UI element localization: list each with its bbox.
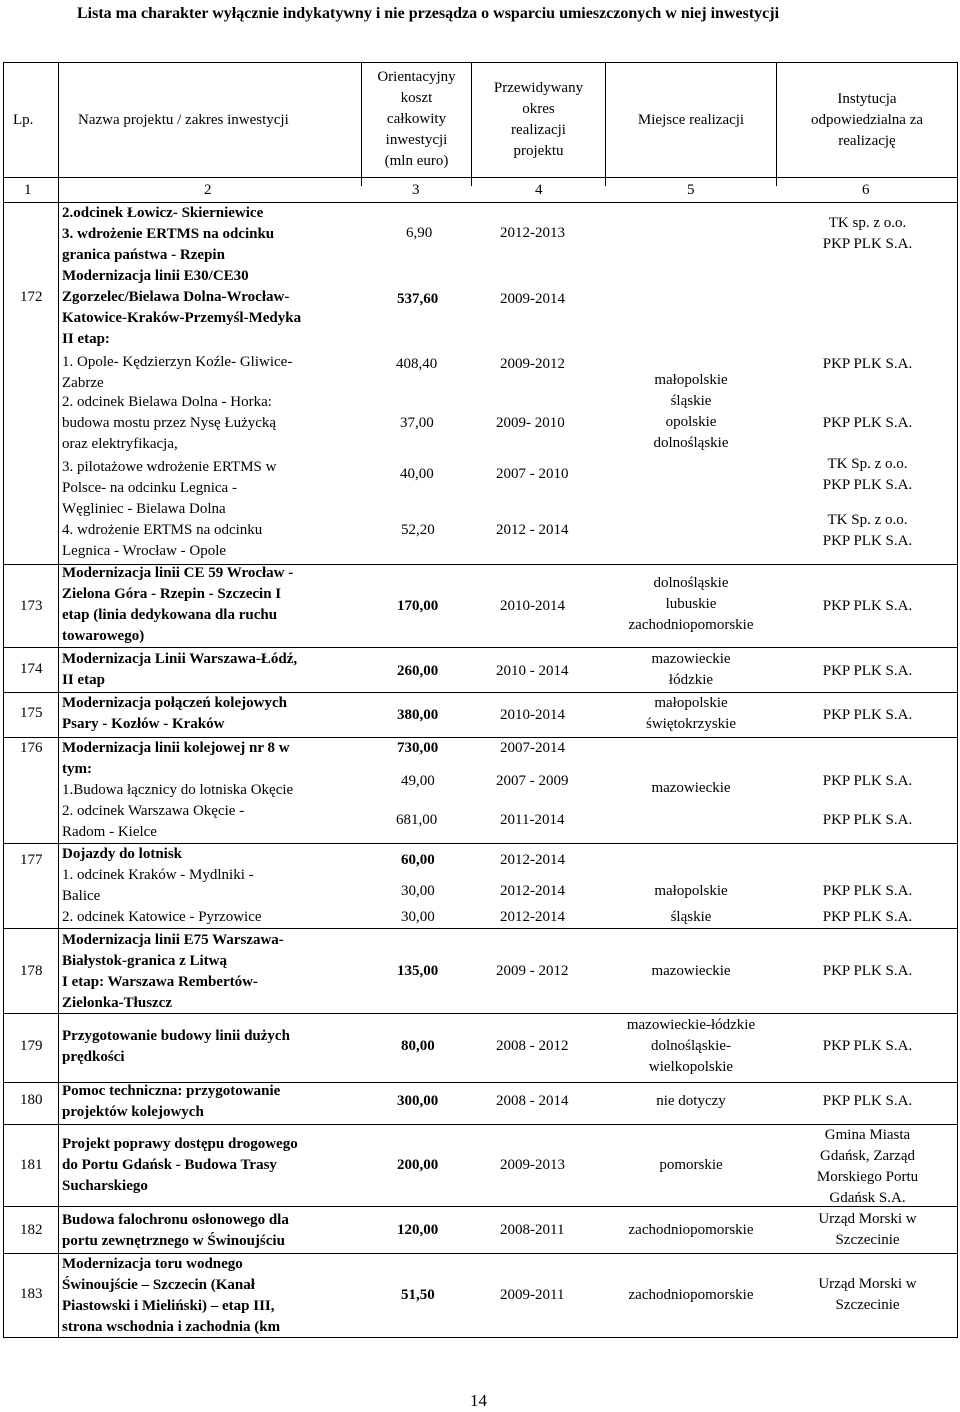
header-period: Przewidywany okres realizacji projektu (493, 80, 584, 159)
period-value: 2012-2014 (500, 883, 565, 899)
institution-value: TK Sp. z o.o. PKP PLK S.A. (822, 512, 913, 549)
project-name: Budowa falochronu osłonowego dla portu zewnętrznego w Świnoujściu (62, 1212, 289, 1249)
cost-value: 170,00 (397, 598, 439, 614)
place-value: mazowieckie-łódzkie dolnośląskie- wielkopolskie (626, 1017, 756, 1075)
institution-value: TK Sp. z o.o. PKP PLK S.A. (822, 456, 913, 493)
cost-value: 300,00 (397, 1093, 439, 1109)
project-name: 1.Budowa łącznicy do lotniska Okęcie (62, 782, 294, 798)
period-value: 2012-2014 (500, 909, 565, 925)
cost-value: 49,00 (401, 773, 435, 789)
period-value: 2010-2014 (500, 598, 565, 614)
row-lp: 175 (20, 705, 43, 721)
institution-value: PKP PLK S.A. (822, 415, 913, 431)
place-value: małopolskie (654, 883, 728, 899)
period-value: 2012-2014 (500, 852, 565, 868)
place-value: śląskie (670, 909, 712, 925)
row-lp: 179 (20, 1038, 43, 1054)
period-value: 2012 - 2014 (496, 522, 569, 538)
period-value: 2008 - 2014 (496, 1093, 569, 1109)
cost-value: 408,40 (396, 356, 438, 372)
place-value: nie dotyczy (656, 1093, 726, 1109)
project-name: Modernizacja połączeń kolejowych Psary - Kozłów - Kraków (62, 695, 287, 732)
project-name: Projekt poprawy dostępu drogowego do Portu Gdańsk - Budowa Trasy Sucharskiego (62, 1136, 298, 1194)
period-value: 2011-2014 (500, 812, 565, 828)
header-institution: Instytucja odpowiedzialna za realizację (810, 91, 924, 149)
cost-value: 120,00 (397, 1222, 439, 1238)
row-lp: 178 (20, 963, 43, 979)
page-number: 14 (470, 1391, 487, 1410)
row-lp: 174 (20, 661, 43, 677)
institution-value: PKP PLK S.A. (822, 909, 913, 925)
project-name: 1. odcinek Kraków - Mydlniki - Balice (62, 867, 254, 904)
place-value: mazowieckie (651, 963, 731, 979)
cost-value: 51,50 (401, 1287, 435, 1303)
period-value: 2010-2014 (500, 707, 565, 723)
project-name: Modernizacja linii kolejowej nr 8 w tym: (62, 740, 290, 777)
header-place: Miejsce realizacji (637, 112, 745, 128)
institution-value: Gmina Miasta Gdańsk, Zarząd Morskiego Portu Gdańsk S.A. (816, 1127, 919, 1206)
project-name: 2. odcinek Warszawa Okęcie - Radom - Kielce (62, 803, 245, 840)
cost-value: 537,60 (397, 291, 439, 307)
cost-value: 135,00 (397, 963, 439, 979)
period-value: 2009- 2010 (496, 415, 565, 431)
period-value: 2009-2013 (500, 1157, 565, 1173)
project-name: Modernizacja linii E30/CE30 Zgorzelec/Bielawa Dolna-Wrocław- Katowice-Kraków-Przemyśl-Medyka II etap: (62, 268, 302, 347)
cost-value: 380,00 (397, 707, 439, 723)
project-name: Pomoc techniczna: przygotowanie projektów kolejowych (62, 1083, 281, 1120)
row-lp: 181 (20, 1157, 43, 1173)
place-value: małopolskie śląskie opolskie dolnośląskie (653, 372, 729, 451)
place-value: mazowieckie łódzkie (651, 651, 731, 688)
project-name: 2. odcinek Bielawa Dolna - Horka: budowa mostu przez Nysę Łużycką oraz elektryfikacja, (62, 394, 277, 452)
institution-value: TK sp. z o.o. PKP PLK S.A. (822, 215, 913, 252)
institution-value: PKP PLK S.A. (822, 663, 913, 679)
cost-value: 60,00 (401, 852, 435, 868)
institution-value: PKP PLK S.A. (822, 356, 913, 372)
institution-value: Urząd Morski w Szczecinie (818, 1276, 917, 1313)
row-lp: 177 (20, 852, 43, 868)
project-name: 4. wdrożenie ERTMS na odcinku Legnica - Wrocław - Opole (62, 522, 263, 559)
place-value: mazowieckie (651, 780, 731, 796)
row-lp: 176 (20, 740, 43, 756)
page-title: Lista ma charakter wyłącznie indykatywny i nie przesądza o wsparciu umieszczonych w niej inwestycji (77, 5, 780, 22)
cost-value: 30,00 (401, 909, 435, 925)
project-name: 1. Opole- Kędzierzyn Koźle- Gliwice- Zabrze (62, 354, 293, 391)
cost-value: 30,00 (401, 883, 435, 899)
cost-value: 6,90 (406, 225, 433, 241)
project-name: Modernizacja linii CE 59 Wrocław - Zielona Góra - Rzepin - Szczecin I etap (linia dedykowana dla ruchu towarowego) (62, 565, 294, 644)
project-name: 3. pilotażowe wdrożenie ERTMS w Polsce- na odcinku Legnica - Węgliniec - Bielawa Dolna (62, 459, 277, 517)
cost-value: 52,20 (401, 522, 435, 538)
cost-value: 260,00 (397, 663, 439, 679)
institution-value: PKP PLK S.A. (822, 598, 913, 614)
header-lp: Lp. (13, 112, 34, 128)
place-value: pomorskie (659, 1157, 723, 1173)
period-value: 2012-2013 (500, 225, 565, 241)
row-lp: 173 (20, 598, 43, 614)
place-value: zachodniopomorskie (628, 1222, 754, 1238)
period-value: 2007-2014 (500, 740, 565, 756)
cost-value: 200,00 (397, 1157, 439, 1173)
period-value: 2009-2012 (500, 356, 565, 372)
cost-value: 681,00 (396, 812, 438, 828)
project-name: Przygotowanie budowy linii dużych prędkości (62, 1028, 290, 1065)
period-value: 2009-2014 (500, 291, 565, 307)
institution-value: PKP PLK S.A. (822, 707, 913, 723)
place-value: małopolskie świętokrzyskie (646, 695, 736, 732)
institution-value: PKP PLK S.A. (822, 1038, 913, 1054)
period-value: 2008 - 2012 (496, 1038, 569, 1054)
institution-value: PKP PLK S.A. (822, 883, 913, 899)
cost-value: 40,00 (400, 466, 434, 482)
row-lp: 172 (20, 289, 43, 305)
project-name: 2.odcinek Łowicz- Skierniewice 3. wdrożenie ERTMS na odcinku granica państwa - Rzepin (62, 205, 275, 263)
cost-value: 730,00 (397, 740, 439, 756)
period-value: 2009-2011 (500, 1287, 565, 1303)
institution-value: PKP PLK S.A. (822, 963, 913, 979)
cost-value: 80,00 (401, 1038, 435, 1054)
project-name: Modernizacja Linii Warszawa-Łódź, II etap (62, 651, 298, 688)
row-lp: 180 (20, 1092, 43, 1108)
period-value: 2010 - 2014 (496, 663, 569, 679)
institution-value: Urząd Morski w Szczecinie (818, 1211, 917, 1248)
header-name: Nazwa projektu / zakres inwestycji (78, 112, 289, 128)
place-value: zachodniopomorskie (628, 1287, 754, 1303)
period-value: 2009 - 2012 (496, 963, 569, 979)
project-name: Modernizacja linii E75 Warszawa- Białystok-granica z Litwą I etap: Warszawa Rembertów- Zielonka-Tłuszcz (62, 932, 284, 1011)
project-name: 2. odcinek Katowice - Pyrzowice (62, 909, 262, 925)
period-value: 2007 - 2009 (496, 773, 569, 789)
period-value: 2008-2011 (500, 1222, 565, 1238)
row-lp: 182 (20, 1222, 43, 1238)
row-lp: 183 (20, 1286, 43, 1302)
institution-value: PKP PLK S.A. (822, 773, 913, 789)
project-name: Modernizacja toru wodnego Świnoujście – Szczecin (Kanał Piastowski i Mieliński) – etap III, strona wschodnia i zachodnia (km (62, 1256, 281, 1335)
cost-value: 37,00 (400, 415, 434, 431)
institution-value: PKP PLK S.A. (822, 812, 913, 828)
place-value: dolnośląskie lubuskie zachodniopomorskie (628, 575, 754, 633)
header-cost: Orientacyjny koszt całkowity inwestycji (mln euro) (377, 69, 456, 169)
project-name: Dojazdy do lotnisk (62, 846, 183, 862)
period-value: 2007 - 2010 (496, 466, 569, 482)
institution-value: PKP PLK S.A. (822, 1093, 913, 1109)
